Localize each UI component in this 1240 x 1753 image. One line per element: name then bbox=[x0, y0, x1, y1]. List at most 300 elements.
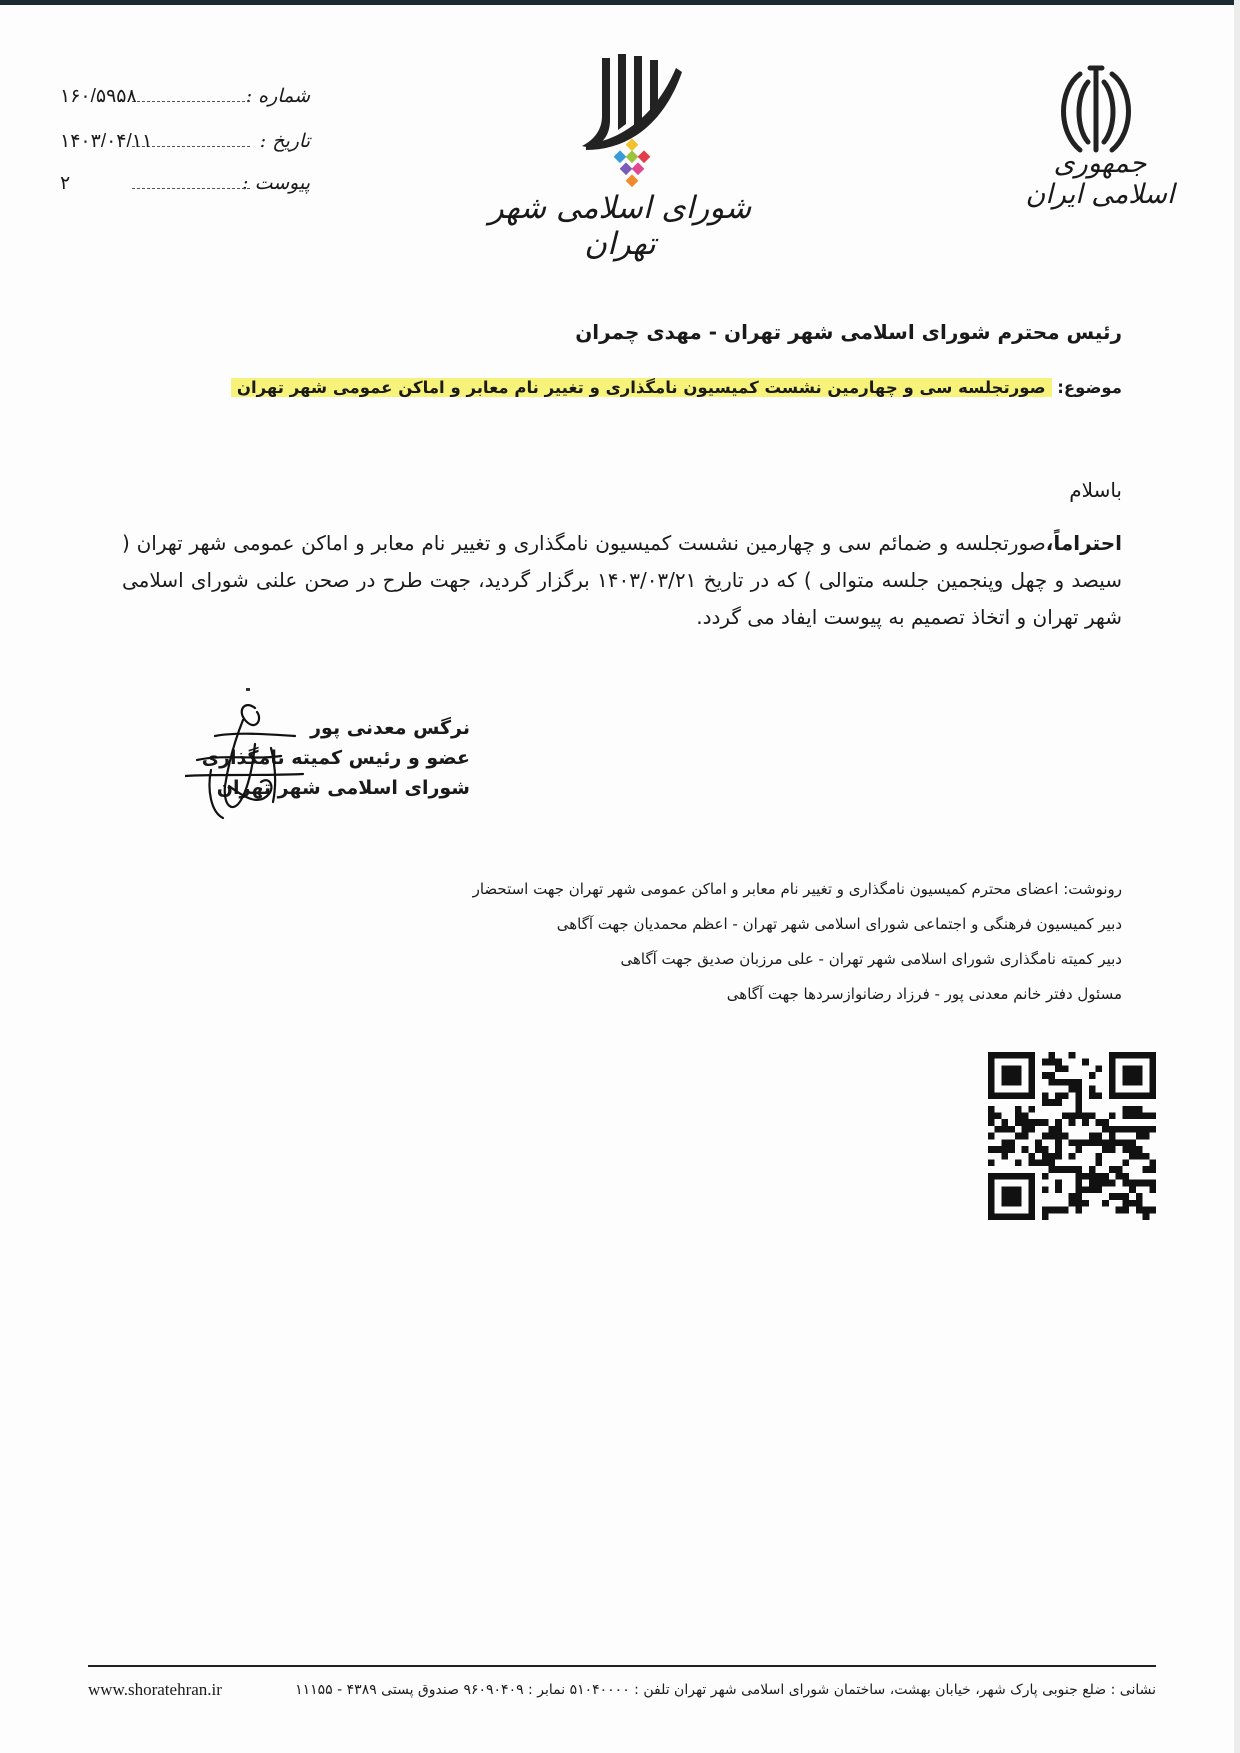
qr-module bbox=[1062, 1079, 1069, 1086]
qr-module bbox=[1069, 1119, 1076, 1126]
qr-module bbox=[988, 1106, 995, 1113]
qr-module bbox=[1042, 1059, 1049, 1066]
qr-module bbox=[1055, 1079, 1062, 1086]
signatory-role: عضو و رئیس کمیته نامگذاری bbox=[201, 747, 470, 769]
qr-module bbox=[1129, 1092, 1136, 1099]
qr-module bbox=[1042, 1213, 1049, 1220]
qr-module bbox=[1122, 1106, 1129, 1113]
handwritten-signature bbox=[185, 690, 305, 830]
qr-module bbox=[1129, 1153, 1136, 1160]
qr-module bbox=[1109, 1112, 1116, 1119]
qr-module bbox=[1048, 1099, 1055, 1106]
qr-module bbox=[1109, 1065, 1116, 1072]
qr-module bbox=[1001, 1193, 1008, 1200]
qr-module bbox=[1136, 1146, 1143, 1153]
qr-module bbox=[1082, 1173, 1089, 1180]
qr-module bbox=[1055, 1065, 1062, 1072]
qr-module bbox=[1096, 1180, 1103, 1187]
qr-module bbox=[1028, 1180, 1035, 1187]
letter-attachment-row bbox=[60, 172, 310, 202]
letter-date-value: ۱۴۰۳/۰۴/۱۱ bbox=[60, 131, 153, 152]
qr-module bbox=[1122, 1065, 1129, 1072]
qr-module bbox=[1008, 1186, 1015, 1193]
qr-module bbox=[1116, 1139, 1123, 1146]
signatory-name: نرگس معدنی پور bbox=[310, 717, 470, 739]
qr-module bbox=[1096, 1153, 1103, 1160]
qr-module bbox=[1001, 1186, 1008, 1193]
qr-module bbox=[1136, 1112, 1143, 1119]
qr-module bbox=[1055, 1166, 1062, 1173]
qr-module bbox=[1022, 1112, 1029, 1119]
cc-line: رونوشت: اعضای محترم کمیسیون نامگذاری و تغییر نام معابر و اماکن عمومی شهر تهران جهت استحضار bbox=[472, 880, 1122, 898]
qr-module bbox=[988, 1086, 995, 1093]
qr-code-icon bbox=[988, 1052, 1156, 1220]
qr-module bbox=[1136, 1079, 1143, 1086]
qr-module bbox=[1008, 1139, 1015, 1146]
footer-address: نشانی : ضلع جنوبی پارک شهر، خیابان بهشت، ساختمان شورای اسلامی شهر تهران تلفن : ۵۱۰۴۰۰۰۰ نمابر : ۹۶۰۹۰۴۰۹ صندوق پستی ۴۳۸۹ - ۱۱۱۵۵ bbox=[295, 1682, 1156, 1698]
qr-module bbox=[1069, 1166, 1076, 1173]
letter-attachment-value: ۲ bbox=[60, 173, 71, 194]
addressee: رئیس محترم شورای اسلامی شهر تهران - مهدی چمران bbox=[575, 320, 1122, 344]
qr-module bbox=[1028, 1072, 1035, 1079]
qr-module bbox=[1022, 1119, 1029, 1126]
qr-module bbox=[1022, 1146, 1029, 1153]
qr-module bbox=[1149, 1072, 1156, 1079]
qr-module bbox=[995, 1092, 1002, 1099]
subject-prefix: موضوع: bbox=[1051, 378, 1122, 397]
qr-module bbox=[988, 1200, 995, 1207]
qr-module bbox=[988, 1133, 995, 1140]
qr-module bbox=[1055, 1059, 1062, 1066]
qr-module bbox=[1109, 1079, 1116, 1086]
para-lead: احتراماً، bbox=[1045, 531, 1122, 555]
qr-module bbox=[1143, 1112, 1150, 1119]
signatory-org: شورای اسلامی شهر تهران bbox=[216, 777, 470, 799]
qr-module bbox=[1055, 1146, 1062, 1153]
qr-module bbox=[988, 1146, 995, 1153]
qr-module bbox=[1149, 1186, 1156, 1193]
letter-number-value: ۱۶۰/۵۹۵۸ bbox=[60, 86, 137, 107]
qr-module bbox=[1028, 1160, 1035, 1167]
qr-module bbox=[1109, 1126, 1116, 1133]
qr-module bbox=[1129, 1139, 1136, 1146]
iran-emblem-icon bbox=[1050, 62, 1142, 162]
qr-module bbox=[1069, 1086, 1076, 1093]
qr-module bbox=[1136, 1092, 1143, 1099]
footer-website: www.shoratehran.ir bbox=[88, 1680, 222, 1699]
qr-module bbox=[1048, 1133, 1055, 1140]
qr-module bbox=[1129, 1065, 1136, 1072]
qr-module bbox=[1015, 1092, 1022, 1099]
qr-module bbox=[1062, 1065, 1069, 1072]
qr-module bbox=[1028, 1207, 1035, 1214]
qr-module bbox=[1096, 1119, 1103, 1126]
qr-module bbox=[1129, 1186, 1136, 1193]
greeting: باسلام bbox=[1069, 478, 1122, 502]
qr-module bbox=[1055, 1092, 1062, 1099]
qr-module bbox=[1143, 1126, 1150, 1133]
qr-module bbox=[1102, 1139, 1109, 1146]
qr-module bbox=[1122, 1160, 1129, 1167]
qr-module bbox=[1042, 1133, 1049, 1140]
qr-module bbox=[1102, 1180, 1109, 1187]
qr-module bbox=[1149, 1160, 1156, 1167]
qr-module bbox=[1082, 1200, 1089, 1207]
qr-module bbox=[1062, 1166, 1069, 1173]
qr-module bbox=[1062, 1112, 1069, 1119]
qr-module bbox=[1062, 1092, 1069, 1099]
qr-module bbox=[1028, 1119, 1035, 1126]
qr-module bbox=[1035, 1160, 1042, 1167]
qr-module bbox=[1042, 1186, 1049, 1193]
qr-module bbox=[1048, 1207, 1055, 1214]
qr-module bbox=[1082, 1186, 1089, 1193]
qr-module bbox=[1122, 1180, 1129, 1187]
qr-module bbox=[1042, 1072, 1049, 1079]
qr-module bbox=[1075, 1092, 1082, 1099]
qr-module bbox=[1122, 1173, 1129, 1180]
qr-module bbox=[1075, 1200, 1082, 1207]
qr-module bbox=[1001, 1139, 1008, 1146]
qr-module bbox=[1102, 1126, 1109, 1133]
qr-module bbox=[1001, 1153, 1008, 1160]
qr-module bbox=[988, 1112, 995, 1119]
qr-module bbox=[988, 1072, 995, 1079]
qr-module bbox=[1116, 1092, 1123, 1099]
qr-module bbox=[1149, 1079, 1156, 1086]
qr-module bbox=[1122, 1112, 1129, 1119]
qr-module bbox=[995, 1112, 1002, 1119]
qr-module bbox=[1129, 1052, 1136, 1059]
qr-module bbox=[1048, 1079, 1055, 1086]
qr-module bbox=[995, 1173, 1002, 1180]
qr-module bbox=[988, 1059, 995, 1066]
qr-module bbox=[1075, 1079, 1082, 1086]
qr-module bbox=[1129, 1112, 1136, 1119]
qr-module bbox=[1001, 1065, 1008, 1072]
qr-module bbox=[1109, 1052, 1116, 1059]
qr-module bbox=[988, 1207, 995, 1214]
qr-module bbox=[1149, 1052, 1156, 1059]
qr-module bbox=[1089, 1180, 1096, 1187]
qr-module bbox=[1069, 1200, 1076, 1207]
qr-module bbox=[1149, 1166, 1156, 1173]
scan-edge bbox=[0, 0, 1240, 5]
body-paragraph bbox=[122, 525, 1122, 636]
qr-module bbox=[1136, 1193, 1143, 1200]
qr-module bbox=[1149, 1112, 1156, 1119]
qr-module bbox=[1028, 1186, 1035, 1193]
qr-module bbox=[1028, 1193, 1035, 1200]
qr-module bbox=[1042, 1160, 1049, 1167]
qr-module bbox=[1001, 1173, 1008, 1180]
qr-module bbox=[1089, 1166, 1096, 1173]
qr-module bbox=[1028, 1153, 1035, 1160]
qr-module bbox=[1069, 1153, 1076, 1160]
qr-module bbox=[1089, 1186, 1096, 1193]
qr-module bbox=[1102, 1146, 1109, 1153]
qr-module bbox=[1149, 1180, 1156, 1187]
qr-module bbox=[1075, 1139, 1082, 1146]
qr-module bbox=[1082, 1112, 1089, 1119]
dotted-line bbox=[132, 101, 250, 102]
qr-module bbox=[1015, 1119, 1022, 1126]
cc-line: دبیر کمیسیون فرهنگی و اجتماعی شورای اسلامی شهر تهران - اعظم محمدیان جهت آگاهی bbox=[556, 915, 1122, 933]
qr-module bbox=[1042, 1207, 1049, 1214]
qr-module bbox=[1096, 1186, 1103, 1193]
qr-module bbox=[1096, 1065, 1103, 1072]
qr-module bbox=[1109, 1139, 1116, 1146]
qr-module bbox=[1109, 1086, 1116, 1093]
qr-module bbox=[1116, 1052, 1123, 1059]
qr-module bbox=[1015, 1173, 1022, 1180]
qr-module bbox=[1149, 1207, 1156, 1214]
qr-module bbox=[1035, 1139, 1042, 1146]
qr-module bbox=[1028, 1173, 1035, 1180]
qr-module bbox=[1055, 1139, 1062, 1146]
qr-module bbox=[1102, 1200, 1109, 1207]
qr-module bbox=[1028, 1200, 1035, 1207]
qr-module bbox=[1015, 1186, 1022, 1193]
qr-module bbox=[1122, 1207, 1129, 1214]
qr-module bbox=[1089, 1092, 1096, 1099]
qr-module bbox=[1008, 1126, 1015, 1133]
qr-module bbox=[1116, 1173, 1123, 1180]
qr-module bbox=[1042, 1173, 1049, 1180]
qr-module bbox=[1122, 1092, 1129, 1099]
qr-module bbox=[1008, 1146, 1015, 1153]
council-label: شورای اسلامی شهر تهران bbox=[488, 190, 752, 262]
qr-module bbox=[1149, 1092, 1156, 1099]
qr-module bbox=[988, 1193, 995, 1200]
qr-module bbox=[1143, 1213, 1150, 1220]
qr-module bbox=[1129, 1200, 1136, 1207]
qr-module bbox=[1122, 1139, 1129, 1146]
letter-number-row bbox=[60, 85, 310, 115]
qr-module bbox=[1129, 1079, 1136, 1086]
qr-module bbox=[1015, 1193, 1022, 1200]
qr-module bbox=[995, 1213, 1002, 1220]
qr-module bbox=[1028, 1086, 1035, 1093]
qr-module bbox=[1042, 1092, 1049, 1099]
qr-module bbox=[1116, 1166, 1123, 1173]
qr-module bbox=[1008, 1193, 1015, 1200]
qr-module bbox=[1048, 1052, 1055, 1059]
qr-module bbox=[1001, 1126, 1008, 1133]
qr-module bbox=[1015, 1213, 1022, 1220]
qr-module bbox=[1096, 1092, 1103, 1099]
qr-module bbox=[1008, 1213, 1015, 1220]
qr-module bbox=[1096, 1139, 1103, 1146]
qr-module bbox=[1028, 1213, 1035, 1220]
qr-module bbox=[1048, 1072, 1055, 1079]
qr-module bbox=[995, 1146, 1002, 1153]
qr-module bbox=[1001, 1213, 1008, 1220]
cc-line: مسئول دفتر خانم معدنی پور - فرزاد رضانوازسردها جهت آگاهی bbox=[726, 985, 1122, 1003]
qr-module bbox=[1109, 1133, 1116, 1140]
qr-module bbox=[1149, 1126, 1156, 1133]
qr-module bbox=[1028, 1092, 1035, 1099]
qr-module bbox=[1136, 1200, 1143, 1207]
qr-module bbox=[988, 1180, 995, 1187]
qr-module bbox=[1042, 1119, 1049, 1126]
qr-module bbox=[1096, 1160, 1103, 1167]
qr-module bbox=[1136, 1126, 1143, 1133]
qr-module bbox=[1015, 1072, 1022, 1079]
qr-module bbox=[988, 1186, 995, 1193]
qr-module bbox=[1143, 1153, 1150, 1160]
qr-module bbox=[1122, 1052, 1129, 1059]
qr-module bbox=[1109, 1193, 1116, 1200]
qr-module bbox=[1069, 1193, 1076, 1200]
qr-module bbox=[1015, 1133, 1022, 1140]
qr-module bbox=[988, 1079, 995, 1086]
qr-module bbox=[1122, 1126, 1129, 1133]
qr-module bbox=[1075, 1166, 1082, 1173]
qr-module bbox=[1015, 1112, 1022, 1119]
subject-text: صورتجلسه سی و چهارمین نشست کمیسیون نامگذاری و تغییر نام معابر و اماکن عمومی شهر تهران bbox=[231, 376, 1052, 399]
letter-date-label: تاریخ : bbox=[259, 130, 310, 152]
qr-module bbox=[1001, 1072, 1008, 1079]
qr-module bbox=[988, 1065, 995, 1072]
qr-module bbox=[1001, 1092, 1008, 1099]
qr-module bbox=[1048, 1059, 1055, 1066]
qr-module bbox=[1028, 1052, 1035, 1059]
qr-module bbox=[1143, 1133, 1150, 1140]
qr-module bbox=[1035, 1146, 1042, 1153]
qr-module bbox=[1102, 1119, 1109, 1126]
iran-label: جمهوری اسلامی ایران bbox=[1025, 148, 1175, 210]
qr-module bbox=[1143, 1180, 1150, 1187]
council-logo-icon bbox=[572, 50, 688, 190]
qr-module bbox=[1143, 1092, 1150, 1099]
qr-module bbox=[1075, 1186, 1082, 1193]
qr-module bbox=[1055, 1133, 1062, 1140]
qr-module bbox=[1008, 1173, 1015, 1180]
qr-module bbox=[1055, 1099, 1062, 1106]
qr-module bbox=[1089, 1173, 1096, 1180]
qr-module bbox=[1008, 1079, 1015, 1086]
qr-module bbox=[1069, 1052, 1076, 1059]
letter-date-row bbox=[60, 130, 310, 160]
qr-module bbox=[1089, 1133, 1096, 1140]
qr-module bbox=[1008, 1200, 1015, 1207]
qr-module bbox=[1075, 1173, 1082, 1180]
qr-module bbox=[1008, 1072, 1015, 1079]
qr-module bbox=[1001, 1146, 1008, 1153]
qr-module bbox=[1008, 1092, 1015, 1099]
letter-attachment-label: پیوست : bbox=[242, 172, 310, 194]
qr-module bbox=[1109, 1180, 1116, 1187]
qr-module bbox=[1136, 1133, 1143, 1140]
qr-module bbox=[1042, 1146, 1049, 1153]
qr-module bbox=[1096, 1133, 1103, 1140]
qr-module bbox=[1022, 1092, 1029, 1099]
qr-module bbox=[1022, 1213, 1029, 1220]
qr-module bbox=[1015, 1160, 1022, 1167]
qr-module bbox=[988, 1173, 995, 1180]
qr-module bbox=[1042, 1153, 1049, 1160]
qr-module bbox=[1022, 1133, 1029, 1140]
qr-module bbox=[1143, 1052, 1150, 1059]
qr-module bbox=[1109, 1146, 1116, 1153]
qr-module bbox=[1143, 1166, 1150, 1173]
qr-module bbox=[1136, 1180, 1143, 1187]
qr-module bbox=[1082, 1139, 1089, 1146]
qr-module bbox=[1048, 1153, 1055, 1160]
qr-module bbox=[1109, 1092, 1116, 1099]
qr-module bbox=[988, 1052, 995, 1059]
qr-module bbox=[1116, 1193, 1123, 1200]
qr-module bbox=[1048, 1126, 1055, 1133]
qr-module bbox=[1001, 1119, 1008, 1126]
qr-module bbox=[1075, 1086, 1082, 1093]
qr-module bbox=[1149, 1086, 1156, 1093]
qr-module bbox=[1129, 1126, 1136, 1133]
qr-module bbox=[1055, 1153, 1062, 1160]
qr-module bbox=[1001, 1052, 1008, 1059]
qr-module bbox=[995, 1052, 1002, 1059]
qr-module bbox=[1075, 1193, 1082, 1200]
qr-module bbox=[1028, 1059, 1035, 1066]
qr-module bbox=[1122, 1193, 1129, 1200]
qr-module bbox=[1015, 1052, 1022, 1059]
qr-module bbox=[1116, 1126, 1123, 1133]
qr-module bbox=[1149, 1059, 1156, 1066]
qr-module bbox=[1129, 1072, 1136, 1079]
qr-module bbox=[1055, 1180, 1062, 1187]
qr-module bbox=[1136, 1106, 1143, 1113]
qr-module bbox=[995, 1126, 1002, 1133]
qr-module bbox=[988, 1160, 995, 1167]
qr-module bbox=[1075, 1112, 1082, 1119]
qr-module bbox=[1001, 1079, 1008, 1086]
qr-module bbox=[1089, 1086, 1096, 1093]
qr-module bbox=[1122, 1072, 1129, 1079]
qr-module bbox=[1096, 1173, 1103, 1180]
qr-module bbox=[1022, 1173, 1029, 1180]
qr-module bbox=[1055, 1207, 1062, 1214]
qr-module bbox=[1028, 1126, 1035, 1133]
qr-module bbox=[1136, 1207, 1143, 1214]
qr-module bbox=[1069, 1139, 1076, 1146]
qr-module bbox=[1122, 1200, 1129, 1207]
dotted-line bbox=[132, 188, 250, 189]
qr-module bbox=[1042, 1099, 1049, 1106]
qr-module bbox=[1075, 1106, 1082, 1113]
footer-divider bbox=[88, 1665, 1156, 1667]
cc-line: دبیر کمیته نامگذاری شورای اسلامی شهر تهران - علی مرزبان صدیق جهت آگاهی bbox=[620, 950, 1122, 968]
qr-module bbox=[1116, 1207, 1123, 1214]
qr-module bbox=[1129, 1180, 1136, 1187]
qr-module bbox=[1129, 1146, 1136, 1153]
qr-module bbox=[1048, 1160, 1055, 1167]
qr-module bbox=[1008, 1052, 1015, 1059]
qr-module bbox=[1075, 1207, 1082, 1214]
qr-module bbox=[1143, 1207, 1150, 1214]
qr-module bbox=[988, 1213, 995, 1220]
qr-module bbox=[1122, 1146, 1129, 1153]
qr-module bbox=[1008, 1065, 1015, 1072]
qr-module bbox=[1022, 1052, 1029, 1059]
qr-module bbox=[1069, 1079, 1076, 1086]
qr-module bbox=[1082, 1119, 1089, 1126]
scan-edge-right bbox=[1234, 0, 1240, 1753]
qr-module bbox=[1048, 1166, 1055, 1173]
qr-module bbox=[1055, 1126, 1062, 1133]
qr-module bbox=[988, 1119, 995, 1126]
qr-module bbox=[1136, 1072, 1143, 1079]
